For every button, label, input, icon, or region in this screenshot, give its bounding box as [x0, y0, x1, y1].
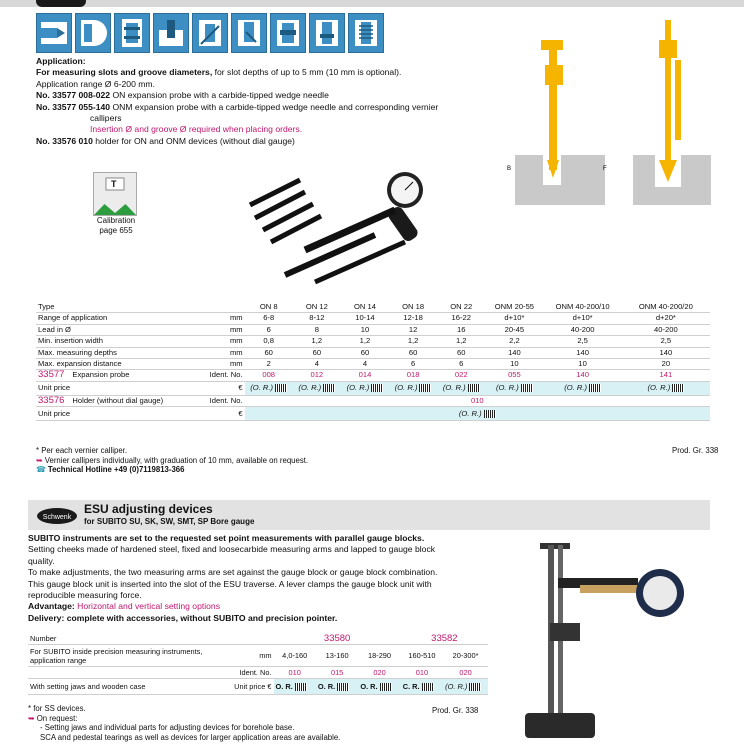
- probe-price: (O. R.): [564, 383, 587, 393]
- spec-cell: 4: [341, 359, 389, 370]
- probe-ident-label: Ident. No.: [205, 370, 245, 381]
- probe-price-cell: [293, 381, 341, 395]
- spec-cell: 10: [485, 359, 543, 370]
- holder-currency: €: [205, 407, 245, 421]
- slot-outer-icon: [36, 13, 72, 53]
- spec-cell: 12-18: [389, 313, 437, 324]
- spec-cell: 4: [293, 359, 341, 370]
- expansion-probe-set-image: [245, 170, 440, 290]
- insertion-note: Insertion Ø and groove Ø required when placing orders.: [90, 124, 303, 135]
- application-lead: For measuring slots and groove diameters,: [36, 67, 213, 78]
- probe-price-cell: [245, 381, 293, 395]
- probe-currency: €: [205, 381, 245, 395]
- holder-price: (O. R.): [458, 408, 482, 418]
- spec-cell: 40-200: [622, 324, 710, 335]
- prod-gr-esu: Prod. Gr. 338: [432, 706, 479, 715]
- application-heading: Application:: [36, 56, 86, 66]
- esu-ident: 020: [443, 667, 488, 679]
- spec-cell: d+10*: [485, 313, 543, 324]
- holder-number: 33576: [38, 394, 65, 406]
- range-unit: mm: [207, 645, 274, 667]
- calibration-label: [86, 216, 146, 236]
- esu-intro: SUBITO instruments are set to the requested set point measurements with parallel gauge blocks.: [28, 533, 425, 543]
- esu-p2c: reproducible measuring force.: [28, 590, 142, 601]
- spec-cell: 6: [389, 359, 437, 370]
- probe-price: (O. R.): [250, 383, 274, 393]
- esu-description: [28, 533, 498, 624]
- probe-price: (O. R.): [647, 383, 671, 393]
- esu-p2b: This gauge block unit is inserted into the slot of the ESU traverse. A lever clamps the gauge block unit with: [28, 578, 432, 589]
- spec-cell: 10-14: [341, 313, 389, 324]
- esu-ident: 020: [358, 667, 400, 679]
- groove-bore-icon: [114, 13, 150, 53]
- qr-code-icon: [468, 384, 480, 392]
- top-bar: [0, 0, 744, 7]
- qr-code-icon: [371, 384, 383, 392]
- spec-row-unit: mm: [205, 359, 245, 370]
- probe-price-cell: [485, 381, 543, 395]
- esu-range: 4,0-160: [274, 645, 316, 667]
- logo-text: Schwenk: [42, 514, 72, 521]
- arrow-icon: ➥: [36, 455, 43, 465]
- spec-cell: 2,2: [485, 336, 543, 347]
- esu-price-label: Unit price: [234, 682, 266, 691]
- spec-cell: 2,5: [622, 336, 710, 347]
- spec-row: [36, 302, 710, 313]
- spec-row-label: Max. measuring depths: [36, 347, 205, 358]
- item2-text: ONM expansion probe with a carbide-tipped wedge needle and corresponding vernier: [110, 101, 439, 112]
- spec-cell: 60: [341, 347, 389, 358]
- probe-price: (O. R.): [298, 383, 322, 393]
- qr-code-icon: [521, 384, 533, 392]
- esu-note-star: * for SS devices.: [28, 704, 86, 713]
- esu-subtitle: for SUBITO SU, SK, SW, SMT, SP Bore gauge: [84, 517, 255, 526]
- spec-cell: ON 14: [341, 302, 389, 313]
- spec-cell: ON 18: [389, 302, 437, 313]
- spec-cell: 8-12: [293, 313, 341, 324]
- probe-ident: 141: [622, 370, 710, 381]
- schwenk-logo: [36, 503, 78, 525]
- arrow-icon: ➥: [28, 713, 35, 723]
- qr-code-icon: [672, 384, 684, 392]
- spec-cell: 1,2: [389, 336, 437, 347]
- spec-cell: ONM 40-200/20: [622, 302, 710, 313]
- spec-cell: 10: [543, 359, 621, 370]
- esu-table-wrap: [28, 633, 488, 695]
- qr-code-icon: [484, 410, 496, 418]
- esu-note-line2: SCA and pedestal tearings as well as devices for larger application areas are available.: [40, 732, 341, 742]
- spec-cell: 0,8: [245, 336, 293, 347]
- spec-cell: 1,2: [293, 336, 341, 347]
- spec-cell: 2,5: [543, 336, 621, 347]
- advantage-text: Horizontal and vertical setting options: [74, 601, 221, 612]
- note-star: * Per each vernier calliper.: [36, 446, 128, 455]
- spec-row: [36, 347, 710, 358]
- holder-price-label: Unit price: [36, 407, 205, 421]
- spec-table-wrap: [36, 302, 710, 421]
- probe-price-cell: [622, 381, 710, 395]
- esu-price: O. R.: [360, 682, 378, 691]
- phone-icon: ☎: [36, 465, 46, 475]
- hotline-text: Technical Hotline +49 (0)7119813-366: [47, 465, 185, 475]
- probe-price-cell: [437, 381, 485, 395]
- esu-note-request: On request:: [36, 713, 78, 723]
- advantage-label: Advantage:: [28, 601, 75, 612]
- spec-cell: d+20*: [622, 313, 710, 324]
- spec-row-unit: [205, 302, 245, 313]
- probe-ident: 022: [437, 370, 485, 381]
- range-label-2: application range: [30, 655, 87, 665]
- probe-ident: 055: [485, 370, 543, 381]
- item3-text: holder for ON and ONM devices (without dial gauge): [92, 135, 295, 146]
- esu-ident: 015: [316, 667, 358, 679]
- holder-ident-label: Ident. No.: [205, 395, 245, 406]
- holder-price-row: [36, 407, 710, 421]
- calibration-label-2: page 655: [99, 226, 133, 235]
- probe-ident: 008: [245, 370, 293, 381]
- spec-row-label: Lead in Ø: [36, 324, 205, 335]
- label-f: F: [603, 166, 607, 172]
- calibration-badge: [93, 172, 137, 216]
- item3-number: No. 33576 010: [36, 135, 93, 146]
- spec-cell: 140: [622, 347, 710, 358]
- spec-cell: 6: [245, 324, 293, 335]
- spec-cell: 2: [245, 359, 293, 370]
- application-range: Application range Ø 6-200 mm.: [36, 78, 155, 89]
- spec-row-unit: mm: [205, 347, 245, 358]
- esu-range: 160-510: [401, 645, 443, 667]
- esu-no-2: 33582: [401, 633, 488, 645]
- esu-price: C. R.: [402, 682, 420, 691]
- application-lead-rest: for slot depths of up to 5 mm (10 mm is optional).: [212, 67, 402, 78]
- spec-cell: ON 12: [293, 302, 341, 313]
- block-slot-icon: [153, 13, 189, 53]
- esu-title: ESU adjusting devices: [84, 502, 213, 516]
- application-block: [36, 56, 506, 147]
- spec-cell: ON 8: [245, 302, 293, 313]
- qr-code-icon: [469, 683, 481, 691]
- esu-price: O. R.: [317, 682, 336, 691]
- probe-ident: 014: [341, 370, 389, 381]
- spec-row: [36, 324, 710, 335]
- bore-groove-icon: [270, 13, 306, 53]
- esu-item-label: With setting jaws and wooden case: [28, 679, 207, 695]
- esu-price: O. R.: [275, 682, 293, 691]
- calibration-letter: T: [111, 179, 117, 189]
- calibration-label-1: Calibration: [96, 216, 136, 225]
- spec-row-label: Max. expansion distance: [36, 359, 205, 370]
- notes-top: [36, 446, 516, 475]
- spec-cell: 6: [437, 359, 485, 370]
- stepped-bore-icon: [309, 13, 345, 53]
- spec-cell: 1,2: [437, 336, 485, 347]
- holder-ident: 010: [245, 395, 710, 406]
- spec-cell: 20: [622, 359, 710, 370]
- esu-ident: 010: [274, 667, 316, 679]
- spec-cell: 60: [245, 347, 293, 358]
- esu-range: 18-290: [358, 645, 400, 667]
- brand-logo-top: [36, 0, 86, 7]
- spec-row-label: Type: [36, 302, 205, 313]
- esu-ident: 010: [401, 667, 443, 679]
- spec-cell: 140: [485, 347, 543, 358]
- probe-price-row: [36, 381, 710, 395]
- esu-range: 20-300*: [443, 645, 488, 667]
- label-b: B: [507, 166, 512, 172]
- spec-cell: 10: [341, 324, 389, 335]
- spec-cell: ONM 40-200/10: [543, 302, 621, 313]
- number-label: Number: [28, 633, 207, 645]
- probe-insertion-diagram: [505, 10, 725, 210]
- groove-depth-2-icon: [231, 13, 267, 53]
- probe-number: 33577: [38, 369, 65, 381]
- probe-ident: 018: [389, 370, 437, 381]
- spec-cell: 60: [437, 347, 485, 358]
- spec-cell: ONM 20-55: [485, 302, 543, 313]
- spec-cell: 6-8: [245, 313, 293, 324]
- spec-row: [36, 313, 710, 324]
- qr-code-icon: [295, 683, 307, 691]
- qr-code-icon: [589, 384, 601, 392]
- item1-number: No. 33577 008-022: [36, 90, 111, 101]
- probe-name: Expansion probe: [72, 370, 130, 380]
- qr-code-icon: [422, 683, 434, 691]
- note-vernier: Vernier callipers individually, with graduation of 10 mm, available on request.: [44, 455, 309, 465]
- esu-device-image: [520, 533, 710, 744]
- probe-price-cell: [543, 381, 621, 395]
- spec-cell: ON 22: [437, 302, 485, 313]
- spec-row: [36, 336, 710, 347]
- spec-cell: 40-200: [543, 324, 621, 335]
- holder-name: Holder (without dial gauge): [72, 395, 164, 405]
- esu-range: 13-160: [316, 645, 358, 667]
- probe-price-cell: [341, 381, 389, 395]
- holder-label-cell: [36, 395, 205, 406]
- qr-code-icon: [380, 683, 392, 691]
- probe-price-cell: [389, 381, 437, 395]
- spec-row-unit: mm: [205, 336, 245, 347]
- spec-cell: 1,2: [341, 336, 389, 347]
- bore-half-icon: [75, 13, 111, 53]
- item1-text: ON expansion probe with a carbide-tipped wedge needle: [110, 90, 329, 101]
- item2-number: No. 33577 055-140: [36, 101, 111, 112]
- qr-code-icon: [275, 384, 287, 392]
- spec-row-unit: mm: [205, 324, 245, 335]
- esu-p1b: quality.: [28, 555, 55, 566]
- spec-cell: 16: [437, 324, 485, 335]
- esu-note-line1: - Setting jaws and individual parts for adjusting devices for borehole base.: [40, 723, 295, 733]
- spec-cell: 12: [389, 324, 437, 335]
- probe-label-cell: [36, 370, 205, 381]
- thread-bore-icon: [348, 13, 384, 53]
- esu-p1a: Setting cheeks made of hardened steel, fixed and loosecarbide measuring arms and lapped to gauge block: [28, 544, 436, 555]
- spec-row-label: Min. insertion width: [36, 336, 205, 347]
- spec-cell: 60: [293, 347, 341, 358]
- esu-table: [28, 633, 488, 695]
- item2-text-cont: callipers: [90, 113, 122, 124]
- qr-code-icon: [323, 384, 335, 392]
- esu-currency: €: [267, 682, 272, 691]
- prod-gr-top: Prod. Gr. 338: [672, 446, 719, 455]
- spec-cell: 20-45: [485, 324, 543, 335]
- esu-notes: [28, 704, 448, 742]
- probe-price: (O. R.): [442, 383, 466, 393]
- holder-price-cell: [245, 407, 710, 421]
- probe-ident: 012: [293, 370, 341, 381]
- spec-cell: 140: [543, 347, 621, 358]
- esu-ident-label: Ident. No.: [207, 667, 274, 679]
- probe-price: (O. R.): [346, 383, 370, 393]
- application-icon-row: [36, 13, 384, 55]
- esu-price: (O. R.): [445, 682, 468, 691]
- qr-code-icon: [419, 384, 431, 392]
- probe-price: (O. R.): [394, 383, 418, 393]
- spec-cell: 8: [293, 324, 341, 335]
- spec-cell: 16-22: [437, 313, 485, 324]
- probe-price-label: Unit price: [36, 381, 205, 395]
- spec-cell: d+10*: [543, 313, 621, 324]
- spec-row: [36, 359, 710, 370]
- spec-row-unit: mm: [205, 313, 245, 324]
- qr-code-icon: [337, 683, 349, 691]
- spec-row-label: Range of application: [36, 313, 205, 324]
- spec-cell: 60: [389, 347, 437, 358]
- spec-table: [36, 302, 710, 421]
- groove-depth-icon: [192, 13, 228, 53]
- delivery-text: Delivery: complete with accessories, without SUBITO and precision pointer.: [28, 612, 338, 623]
- probe-ident-row: [36, 370, 710, 381]
- esu-p2a: To make adjustments, the two measuring arms are set against the gauge block or gauge block combination.: [28, 567, 438, 578]
- range-label-1: For SUBITO inside precision measuring instruments,: [30, 646, 203, 656]
- esu-no-1: 33580: [274, 633, 401, 645]
- probe-ident: 140: [543, 370, 621, 381]
- holder-ident-row: [36, 395, 710, 406]
- probe-price: (O. R.): [496, 383, 519, 393]
